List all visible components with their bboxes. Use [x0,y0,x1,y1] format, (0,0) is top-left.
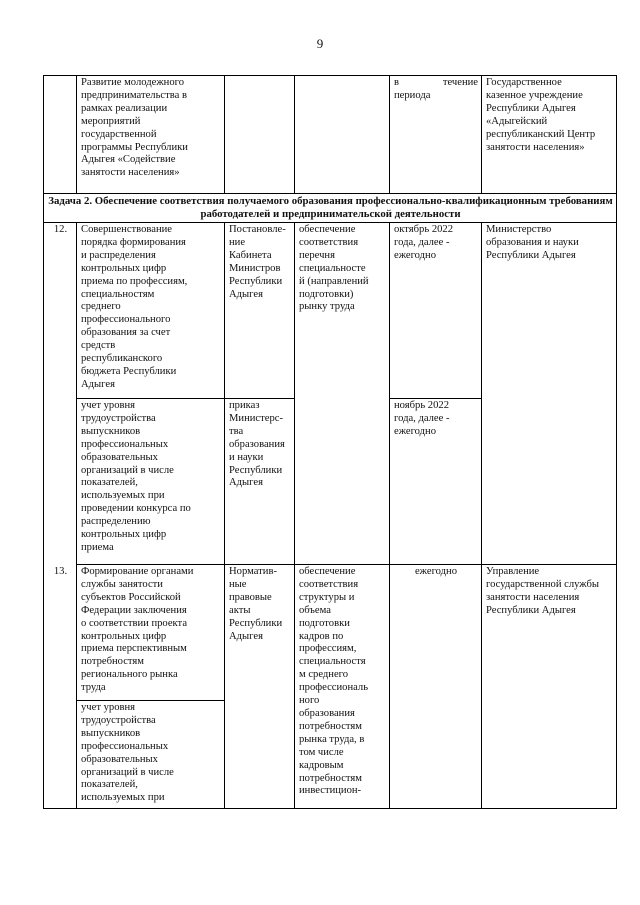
text-line: контрольных цифр [81,262,167,274]
text-line: занятости населения» [81,167,180,179]
text-line: образования [299,707,355,719]
text-line: соответствия [299,578,359,590]
text-line: распределению [81,516,151,528]
cell-name [77,76,225,194]
text-line: используемых при [81,490,165,502]
text-line: структуры и [299,591,355,603]
term-word-1: в [394,77,400,88]
text-line: контрольных цифр [81,529,167,541]
text-line: приема по профессиям, [81,275,188,287]
text-line: специальностя [299,656,366,668]
text-line: Норматив- [229,566,277,577]
text-line: республиканский Центр [486,128,596,140]
text-line: ного [299,695,320,707]
text-line: образования и науки [486,236,579,248]
text-line: Республики Адыгея [486,102,576,114]
text-line: организаций в числе [81,464,174,476]
text-line: том числе [299,746,344,758]
text-line: ежегодно [394,249,437,261]
text-line: Развитие молодежного [81,77,184,88]
text-line: подготовки [299,617,350,629]
text-line: ноябрь 2022 [394,400,449,411]
text-line: приема перспективным [81,643,187,655]
text-line: обеспечение [299,224,356,235]
text-line: занятости населения» [486,141,585,153]
cell-term [390,76,482,194]
text-line: Федерации заключения [81,604,187,616]
text-line: профессиональных [81,438,169,450]
text-line: службы занятости [81,578,163,590]
text-line: трудоустройства [81,714,156,726]
text-line: Государственное [486,77,562,88]
text-line: м среднего [299,669,349,681]
text-line: й (направлений [299,275,369,287]
text-line: программы Республики [81,141,188,153]
row-13-executor [482,565,617,809]
text-line: показателей, [81,477,138,489]
text-line: учет уровня [81,400,136,411]
row-12-name-a [77,223,225,399]
text-line: Республики [229,617,283,629]
text-line: проведении конкурса по [81,503,191,515]
text-line: Республики [229,464,283,476]
text-line: организаций в числе [81,766,174,778]
text-line: регионального рынка [81,669,178,681]
text-line: рынку труда [299,301,355,313]
text-line: и распределения [81,249,156,261]
text-line: подготовки) [299,288,354,300]
text-line: образования за счет [81,327,171,339]
text-line: субъектов Российской [81,591,181,603]
term-word-2: течение [442,77,478,88]
text-line: объема [299,604,331,616]
text-line: республиканского [81,353,163,365]
text-line: Кабинета [229,249,272,261]
text-line: года, далее - [394,412,450,424]
text-line: предпринимательства в [81,89,187,101]
text-line: специальностям [81,288,155,300]
text-line: потребностям [299,720,362,732]
text-line: образования [229,438,285,450]
text-line: перечня [299,249,335,261]
text-line: и науки [229,451,264,463]
text-line: Совершенствование [81,224,172,235]
text-line: рамках реализации [81,102,168,114]
text-line: ние [229,236,246,248]
text-line: потребностям [299,772,362,784]
row-13-result [295,565,390,809]
text-line: Адыгея [229,630,263,642]
text-line: правовые [229,591,272,603]
text-line: Адыгея [229,288,263,300]
text-line: занятости населения [486,591,580,603]
text-line: ные [229,578,247,590]
text-line: государственной службы [486,578,599,590]
text-line: тва [229,425,244,437]
text-line: Министров [229,262,281,274]
text-line: труда [81,682,106,694]
cell-doc-empty [225,76,295,194]
text-line: Управление [486,566,540,577]
text-line: учет уровня [81,702,136,713]
text-line: кадров по [299,630,344,642]
row-12-term-b [390,399,482,565]
text-line: казенное учреждение [486,89,583,101]
plan-table [43,75,617,809]
cell-num-empty [44,76,77,194]
text-line: октябрь 2022 [394,224,454,235]
cell-result-empty [295,76,390,194]
row-12-executor [482,223,617,565]
text-line: Республики Адыгея [486,604,576,616]
text-line: «Адыгейский [486,115,548,127]
row-12-number: 12. [44,223,77,565]
row-12-result [295,223,390,565]
text-line: Республики Адыгея [486,249,576,261]
text-line: профессиональных [81,740,169,752]
text-line: Адыгея [229,477,263,489]
table-row-previous [44,76,617,194]
text-line: мероприятий [81,115,141,127]
text-line: специальносте [299,262,366,274]
text-line: Адыгея [81,378,115,390]
text-line: Министерс- [229,412,283,424]
term-line-2: периода [394,89,431,101]
text-line: трудоустройства [81,412,156,424]
text-line: приема [81,541,114,553]
row-13-name-a [77,565,225,701]
row-12-doc-b [225,399,295,565]
task-header-row [44,194,617,223]
cell-executor [482,76,617,194]
text-line: выпускников [81,425,141,437]
row-13-term: ежегодно [390,565,482,809]
row-12-name-b [77,399,225,565]
row-13-name-b [77,701,225,809]
text-line: о соответствии проекта [81,617,188,629]
text-line: выпускников [81,727,141,739]
text-line: приказ [229,400,260,411]
text-line: государственной [81,128,157,140]
text-line: Республики [229,275,283,287]
text-line: профессиям, [299,643,357,655]
row-13-doc [225,565,295,809]
text-line: используемых при [81,792,165,804]
text-line: образовательных [81,451,158,463]
text-line: кадровым [299,759,344,771]
table-row-13a [44,565,617,701]
text-line: соответствия [299,236,359,248]
text-line: Адыгея «Содействие [81,154,176,166]
row-12-term-a [390,223,482,399]
row-13-number: 13. [44,565,77,809]
text-line: среднего [81,301,121,313]
text-line: бюджета Республики [81,365,177,377]
text-line: ежегодно [394,425,437,437]
text-line: инвестицион- [299,785,362,797]
text-line: показателей, [81,779,138,791]
text-line: профессиональ [299,682,369,694]
text-line: порядка формирования [81,236,186,248]
text-line: года, далее - [394,236,450,248]
term-line-1 [394,77,478,90]
text-line: средств [81,340,116,352]
task-2-title: Задача 2. Обеспечение соответствия получаемого образования профессионально-квалификационным требованиям работодателей и предпринимательской деятельности [44,194,617,223]
text-line: профессионального [81,314,171,326]
text-line: Постановле- [229,224,286,235]
text-line: Формирование органами [81,566,194,577]
text-line: Министерство [486,224,552,235]
text-line: акты [229,604,251,616]
page-number: 9 [316,36,324,51]
text-line: потребностям [81,656,144,668]
text-line: рынка труда, в [299,733,365,745]
text-line: обеспечение [299,566,356,577]
text-line: образовательных [81,753,158,765]
text-line: контрольных цифр [81,630,167,642]
table-row-12a [44,223,617,399]
row-12-doc-a [225,223,295,399]
